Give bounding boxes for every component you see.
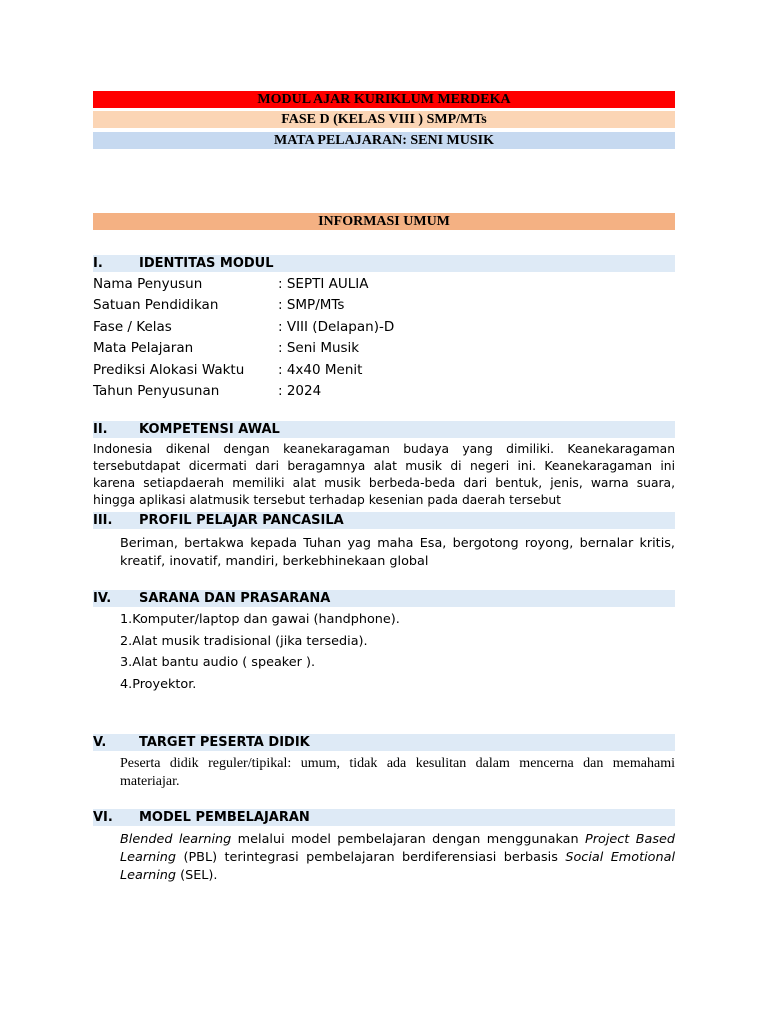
target-peserta-text: Peserta didik reguler/tipikal: umum, tidak ada kesulitan dalam mencerna dan memahami materiajar. (120, 756, 675, 789)
identitas-value: : SMP/MTs (278, 297, 345, 313)
list-item: 4.Proyektor. (120, 677, 197, 693)
informasi-umum-heading: INFORMASI UMUM (93, 213, 675, 230)
fase-heading: FASE D (KELAS VIII ) SMP/MTs (93, 111, 675, 128)
model-italic-blended: Blended learning (120, 832, 232, 847)
identitas-label: Fase / Kelas (93, 319, 172, 335)
list-item: 2.Alat musik tradisional (jika tersedia). (120, 633, 368, 649)
identitas-label: Tahun Penyusunan (93, 383, 220, 399)
identitas-row (93, 360, 675, 381)
identitas-value: : 4x40 Menit (278, 362, 363, 378)
identitas-row (93, 381, 675, 402)
section-title: MODEL PEMBELAJARAN (139, 810, 310, 825)
profil-pancasila-text: Beriman, bertakwa kepada Tuhan yag maha Esa, bergotong royong, bernalar kritis, kreatif, inovatif, mandiri, berkebhinekaan global (120, 536, 675, 569)
identitas-value: : Seni Musik (278, 340, 360, 356)
section-target-peserta (93, 734, 675, 751)
identitas-value: : VIII (Delapan)-D (278, 319, 395, 335)
identitas-value: : 2024 (278, 383, 322, 399)
section-title: KOMPETENSI AWAL (139, 422, 280, 437)
identitas-label: Nama Penyusun (93, 276, 203, 292)
model-pembelajaran-text (120, 831, 675, 885)
identitas-row (93, 338, 675, 359)
identitas-row (93, 274, 675, 295)
identitas-row (93, 317, 675, 338)
section-title: SARANA DAN PRASARANA (139, 591, 331, 606)
section-number: V. (93, 735, 107, 750)
list-item: 1.Komputer/laptop dan gawai (handphone). (120, 612, 400, 627)
section-number: II. (93, 422, 108, 437)
mapel-heading: MATA PELAJARAN: SENI MUSIK (93, 132, 675, 149)
identitas-row (93, 295, 675, 316)
identitas-label: Mata Pelajaran (93, 340, 194, 356)
section-number: VI. (93, 810, 113, 825)
section-title: PROFIL PELAJAR PANCASILA (139, 513, 344, 528)
section-profil-pancasila (93, 512, 675, 529)
section-title: TARGET PESERTA DIDIK (139, 735, 310, 750)
section-number: IV. (93, 591, 112, 606)
section-number: III. (93, 513, 113, 528)
sarana-list (120, 609, 400, 696)
model-text: (SEL). (176, 868, 218, 883)
section-identitas-modul (93, 255, 675, 272)
section-model-pembelajaran (93, 809, 675, 826)
model-italic-pbl: Project Based Learning (120, 832, 676, 865)
section-kompetensi-awal (93, 421, 675, 438)
identitas-label: Prediksi Alokasi Waktu (93, 362, 245, 378)
model-italic-sel: Social Emotional Learning (120, 850, 675, 883)
section-sarana-prasarana (93, 590, 675, 607)
model-text: (PBL) terintegrasi pembelajaran berdiferensiasi berbasis (176, 850, 566, 865)
section-number: I. (93, 256, 103, 271)
module-title: MODUL AJAR KURIKLUM MERDEKA (93, 91, 675, 108)
identitas-value: : SEPTI AULIA (278, 276, 369, 292)
model-text: melalui model pembelajaran dengan menggunakan (231, 832, 586, 847)
section-title: IDENTITAS MODUL (139, 256, 274, 271)
identitas-label: Satuan Pendidikan (93, 297, 219, 313)
kompetensi-awal-text: Indonesia dikenal dengan keanekaragaman budaya yang dimiliki. Keanekaragaman tersebutdapat dicermati dari beragamnya alat musik di negeri ini. Keanekaragaman ini karena setiapdaerah memiliki alat musik berbeda-beda dari bentuk, jenis, warna suara, hingga aplikasi alatmusik tersebut terhadap kesenian pada daerah tersebut (93, 442, 675, 507)
list-item: 3.Alat bantu audio ( speaker ). (120, 655, 316, 671)
